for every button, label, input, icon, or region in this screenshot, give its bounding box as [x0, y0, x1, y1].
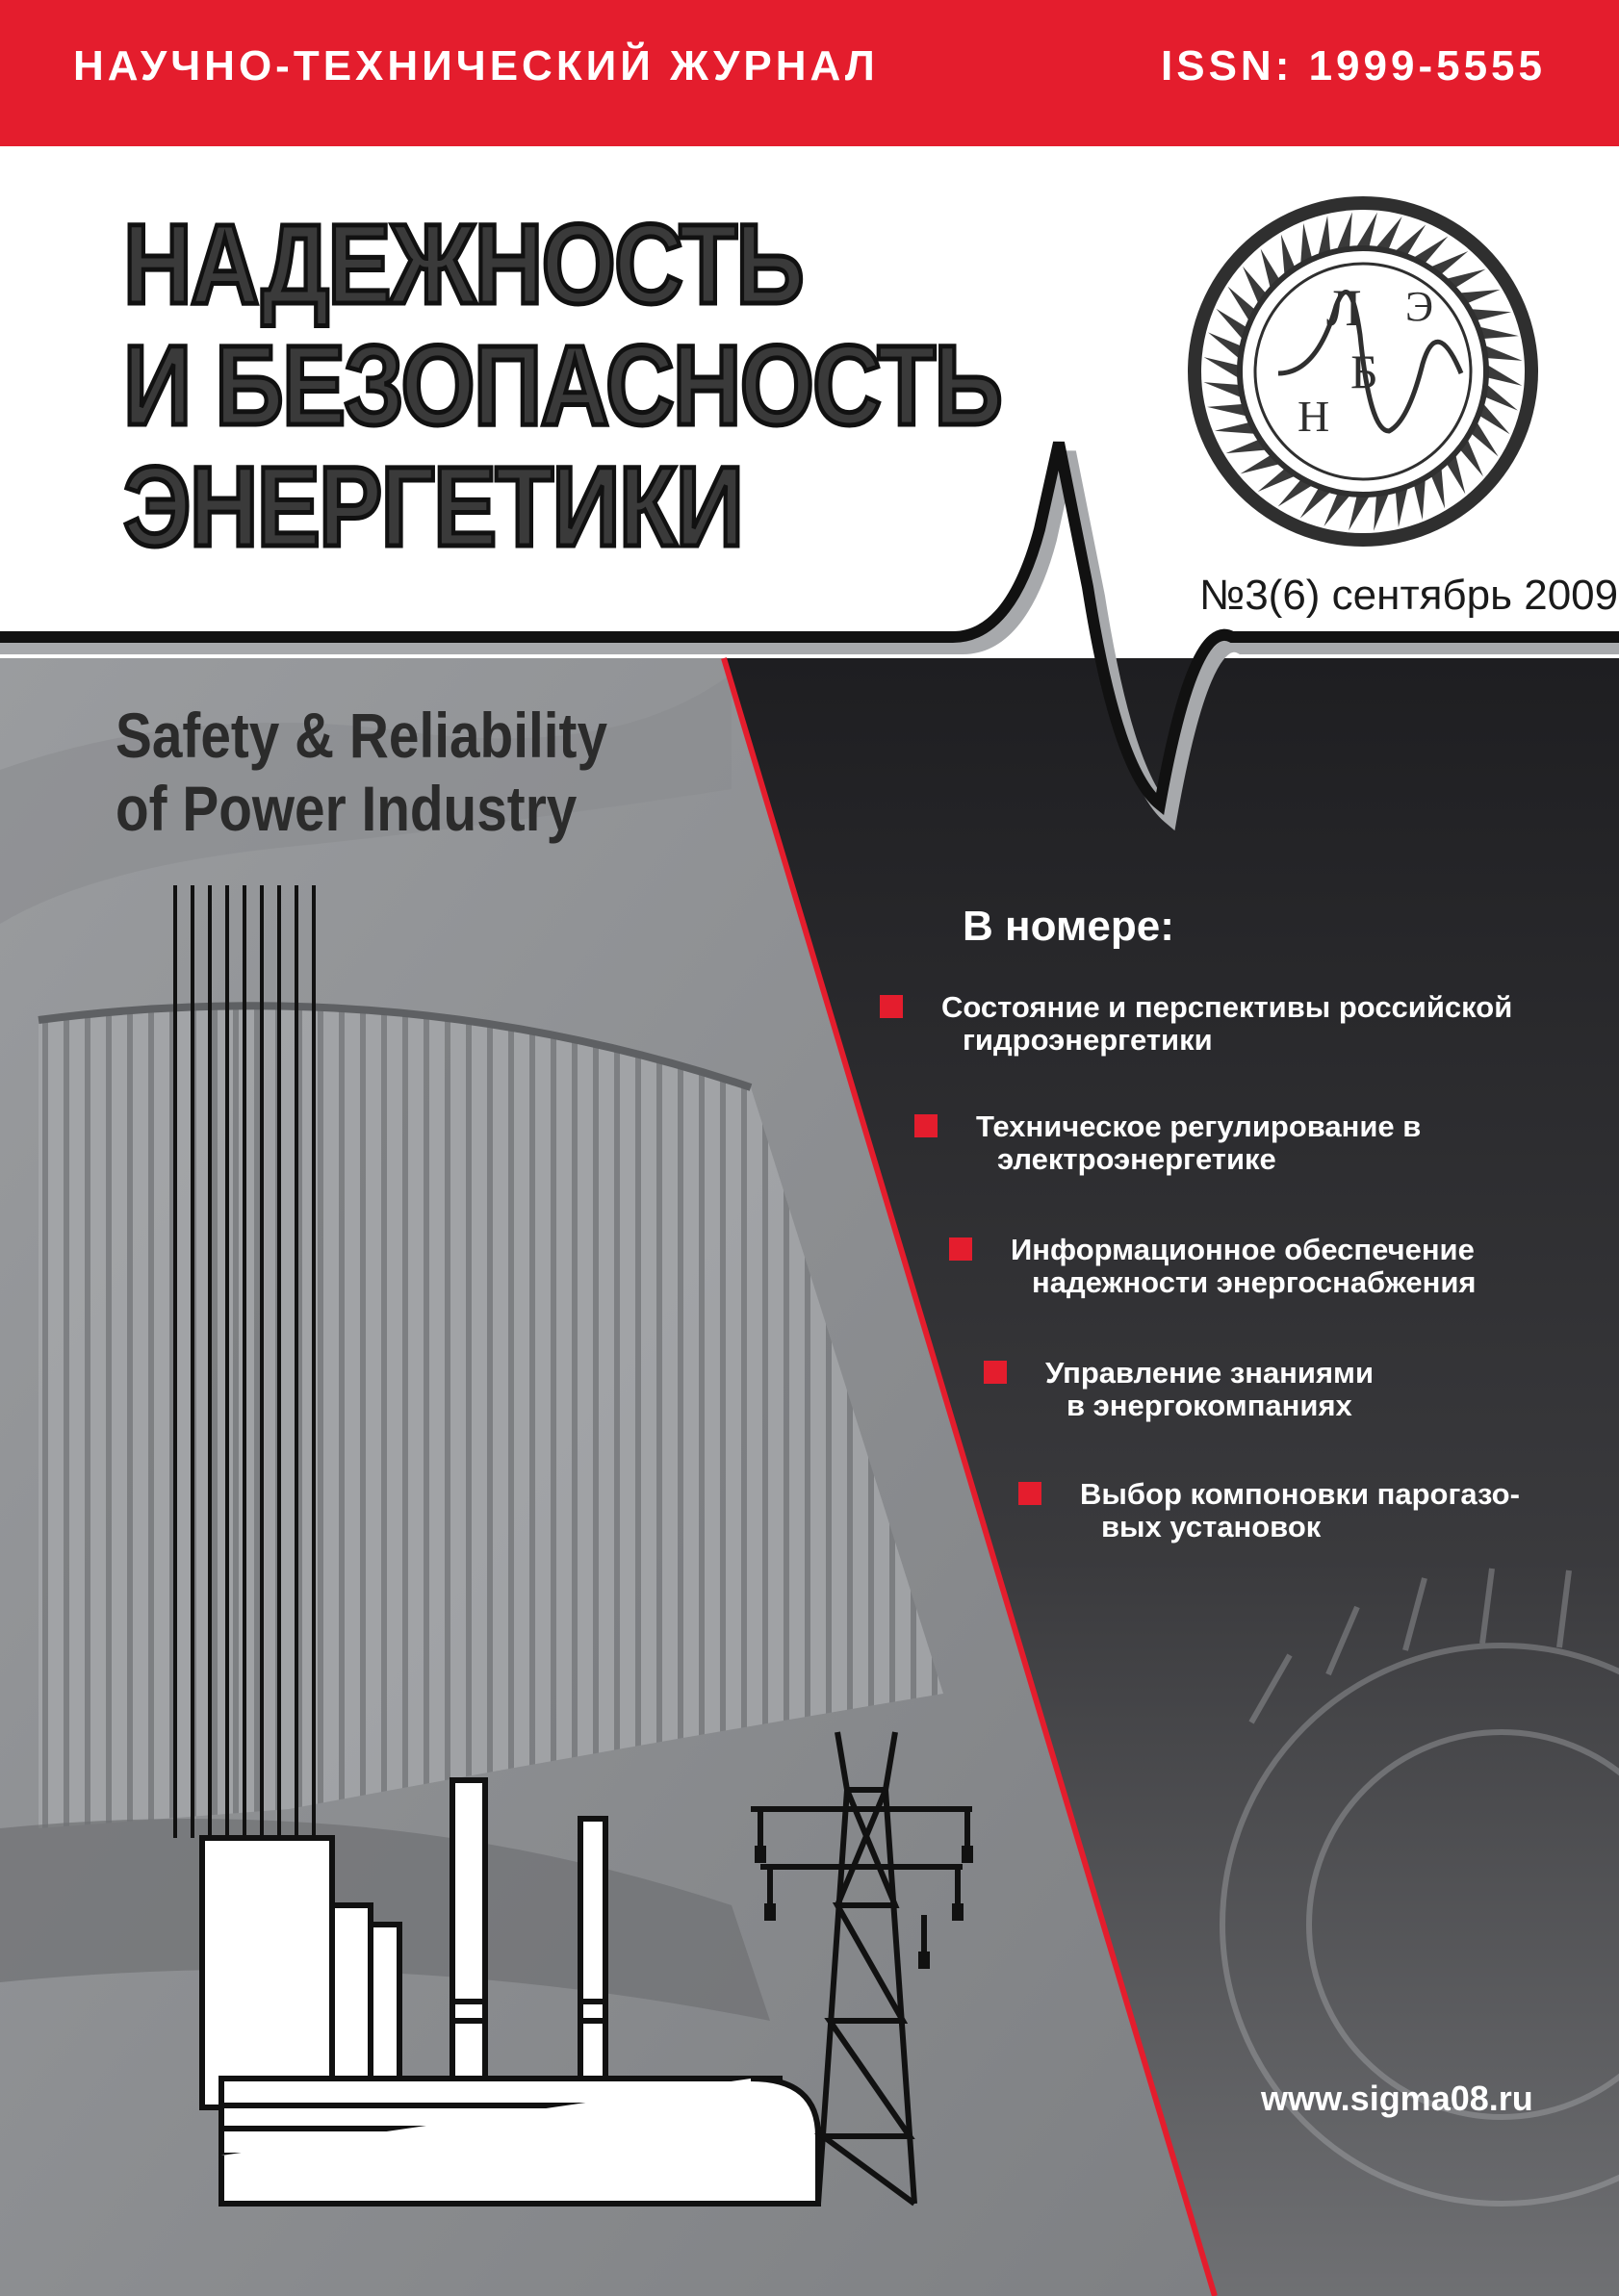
- emblem-letter-b: Б: [1350, 344, 1378, 398]
- issn-label: ISSN: 1999-5555: [1161, 42, 1546, 89]
- emblem-letter-e: Э: [1405, 283, 1434, 330]
- top-banner: [0, 0, 1619, 146]
- toc-item-3-line-1: Информационное обеспечение: [1011, 1233, 1475, 1266]
- bullet-square-icon: [1018, 1482, 1041, 1505]
- toc-item-2-line-1: Техническое регулирование в: [976, 1110, 1422, 1143]
- journal-emblem-seal: [1182, 191, 1544, 552]
- toc-item-5-line-2: вых установок: [1101, 1510, 1322, 1543]
- toc-item-3-line-2: надежности энергоснабжения: [1032, 1265, 1477, 1299]
- journal-title-line-3: ЭНЕРГЕТИКИ: [123, 444, 743, 571]
- bullet-square-icon: [984, 1361, 1007, 1384]
- contents-heading: В номере:: [963, 903, 1174, 950]
- toc-item-4: [984, 1357, 1374, 1422]
- toc-item-5: [1018, 1478, 1520, 1543]
- english-title-line-1: Safety & Reliability: [116, 700, 608, 771]
- bullet-square-icon: [880, 995, 903, 1018]
- emblem-letter-l: Л: [1326, 279, 1362, 337]
- toc-item-5-line-1: Выбор компоновки парогазо-: [1080, 1477, 1520, 1511]
- emblem-letter-n: Н: [1298, 392, 1330, 441]
- toc-item-2-line-2: электроэнергетике: [997, 1142, 1276, 1176]
- bullet-square-icon: [949, 1237, 972, 1261]
- toc-item-4-line-2: в энергокомпаниях: [1066, 1389, 1352, 1422]
- toc-item-1-line-1: Состояние и перспективы российской: [941, 990, 1513, 1024]
- pipeline: [221, 2079, 818, 2204]
- toc-item-1: [880, 991, 1512, 1057]
- toc-item-3: [949, 1234, 1476, 1299]
- small-stack-1: [452, 1780, 485, 2107]
- toc-item-1-line-2: гидроэнергетики: [963, 1023, 1213, 1057]
- english-title: [116, 699, 607, 845]
- small-stack-2: [580, 1819, 605, 2107]
- english-title-line-2: of Power Industry: [116, 773, 578, 844]
- website-link[interactable]: www.sigma08.ru: [1261, 2079, 1533, 2118]
- toc-item-2: [914, 1110, 1421, 1176]
- journal-type-label: НАУЧНО-ТЕХНИЧЕСКИЙ ЖУРНАЛ: [73, 42, 879, 89]
- journal-title-line-2: И БЕЗОПАСНОСТЬ: [123, 322, 1002, 449]
- journal-title: [123, 201, 1002, 571]
- bullet-square-icon: [914, 1114, 938, 1137]
- journal-title-line-1: НАДЕЖНОСТЬ: [123, 201, 803, 328]
- issue-number: №3(6) сентябрь 2009: [1199, 572, 1619, 619]
- toc-item-4-line-1: Управление знаниями: [1045, 1356, 1375, 1390]
